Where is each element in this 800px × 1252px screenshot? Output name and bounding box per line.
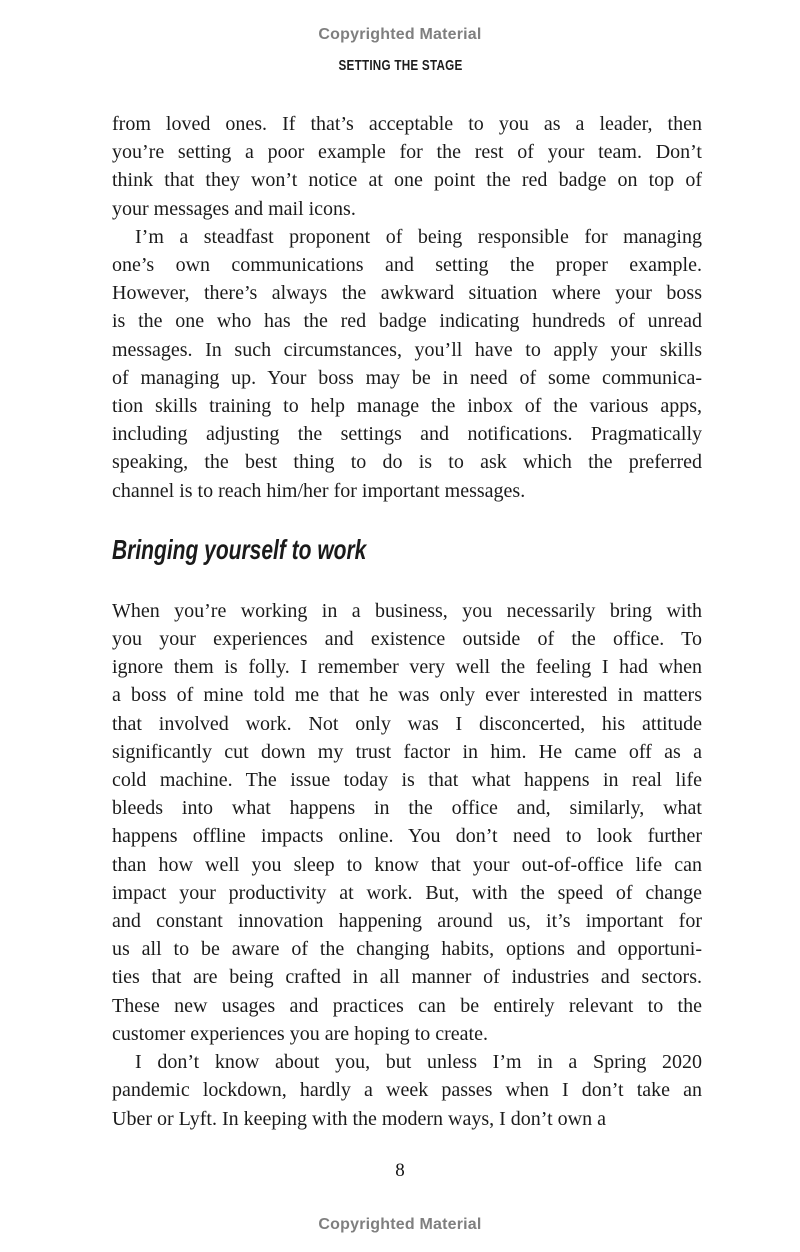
body-text [112, 110, 702, 1133]
text-line: one’s own communications and setting the proper example. [112, 254, 702, 277]
text-line: ignore them is folly. I remember very well the feeling I had when [112, 656, 702, 679]
text-line: your messages and mail icons. [112, 197, 356, 220]
paragraph [112, 597, 702, 1048]
running-head-text: SETTING THE STAGE [337, 57, 463, 74]
text-line: pandemic lockdown, hardly a week passes when I don’t take an [112, 1079, 702, 1102]
section-heading-text: Bringing yourself to work [112, 533, 367, 565]
text-line: When you’re working in a business, you necessarily bring with [112, 599, 702, 622]
text-line: you’re setting a poor example for the rest of your team. Don’t [112, 141, 702, 164]
text-line: of managing up. Your boss may be in need of some communica- [112, 366, 702, 389]
text-line: including adjusting the settings and notifications. Pragmatically [112, 423, 702, 446]
text-line: customer experiences you are hoping to create. [112, 1022, 488, 1045]
text-line: impact your productivity at work. But, with the speed of change [112, 881, 702, 904]
text-line: messages. In such circumstances, you’ll have to apply your skills [112, 338, 702, 361]
running-head [0, 57, 800, 75]
text-line: tion skills training to help manage the inbox of the various apps, [112, 395, 702, 418]
paragraph [112, 110, 702, 223]
text-line: ties that are being crafted in all manner of industries and sectors. [112, 966, 702, 989]
text-line: However, there’s always the awkward situation where your boss [112, 282, 702, 305]
text-line: These new usages and practices can be entirely relevant to the [112, 994, 702, 1017]
text-line: is the one who has the red badge indicating hundreds of unread [112, 310, 702, 333]
text-line: bleeds into what happens in the office and, similarly, what [112, 797, 702, 820]
text-line: a boss of mine told me that he was only ever interested in matters [112, 684, 702, 707]
text-line: channel is to reach him/her for important messages. [112, 479, 526, 502]
text-line: happens offline impacts online. You don’t need to look further [112, 825, 702, 848]
text-line: Uber or Lyft. In keeping with the modern ways, I don’t own a [112, 1107, 606, 1130]
section-heading [112, 533, 702, 567]
text-line: that involved work. Not only was I disconcerted, his attitude [112, 712, 702, 735]
text-line: us all to be aware of the changing habits, options and opportuni- [112, 938, 702, 961]
text-line: I’m a steadfast proponent of being responsible for managing [135, 225, 702, 248]
text-line: I don’t know about you, but unless I’m in a Spring 2020 [135, 1051, 702, 1074]
text-line: from loved ones. If that’s acceptable to you as a leader, then [112, 113, 702, 135]
text-line: speaking, the best thing to do is to ask which the preferred [112, 451, 702, 474]
text-line: and constant innovation happening around us, it’s important for [112, 910, 702, 933]
copyright-notice-top: Copyrighted Material [318, 26, 482, 43]
page-number: 8 [395, 1160, 405, 1181]
paragraph [112, 223, 702, 505]
copyright-notice-bottom: Copyrighted Material [318, 1216, 482, 1233]
text-line: cold machine. The issue today is that what happens in real life [112, 769, 702, 792]
text-line: than how well you sleep to know that your out-of-office life can [112, 853, 702, 876]
text-line: significantly cut down my trust factor in him. He came off as a [112, 740, 702, 763]
text-line: you your experiences and existence outside of the office. To [112, 628, 702, 651]
paragraph [112, 1048, 702, 1133]
text-line: think that they won’t notice at one point the red badge on top of [112, 169, 702, 192]
